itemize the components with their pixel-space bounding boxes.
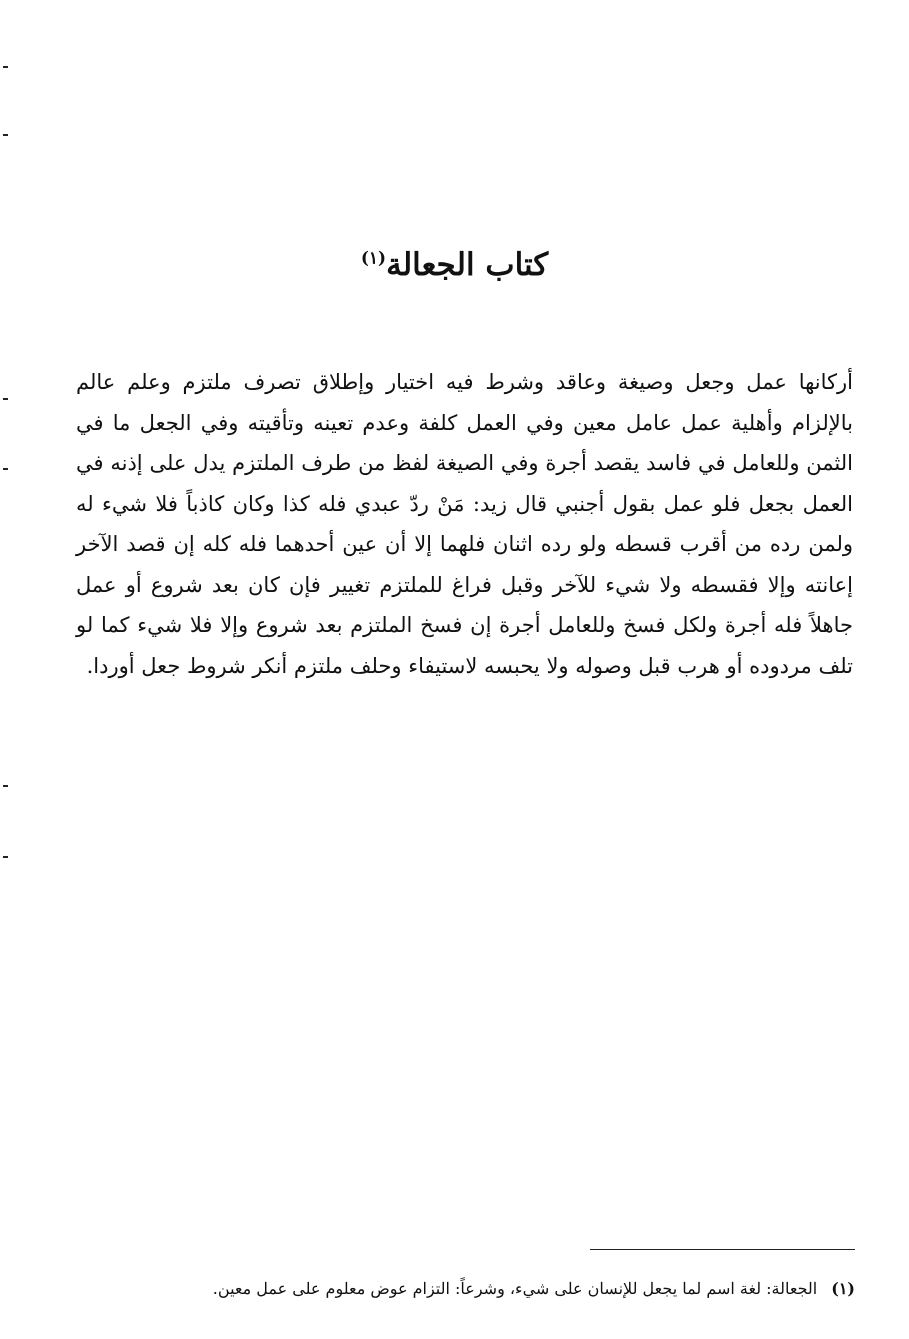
margin-mark [3, 468, 8, 470]
margin-mark [3, 785, 8, 787]
body-paragraph: أركانها عمل وجعل وصيغة وعاقد وشرط فيه اختيار وإطلاق تصرف ملتزم وعلم عالم بالإلزام وأهلية عمل عامل معين وفي العمل كلفة وعدم تعينه وتأقيته وفي الجعل ما في الثمن وللعامل في فاسد يقصد أجرة وفي الصيغة لفظ من طرف الملتزم يدل على إذنه في العمل بجعل فلو عمل بقول أجنبي قال زيد: مَنْ ردّ عبدي فله كذا وكان كاذباً فلا شيء له ولمن رده من أقرب قسطه ولو رده اثنان فلهما إلا أن عين أحدهما فله كله إن قصد الآخر إعانته وإلا فقسطه ولا شيء للآخر وقبل فراغ للملتزم تغيير فإن كان بعد شروع أو عمل جاهلاً فله أجرة ولكل فسخ وللعامل أجرة إن فسخ الملتزم بعد شروع وإلا فلا شيء كما لو تلف مردوده أو هرب قبل وصوله ولا يحبسه لاستيفاء وحلف ملتزم أنكر شروط جعل أوردا. [76, 370, 853, 678]
footnote [120, 1275, 855, 1303]
margin-mark [3, 398, 8, 400]
footnote-text: الجعالة: لغة اسم لما يجعل للإنسان على شيء، وشرعاً: التزام عوض معلوم على عمل معين. [212, 1279, 818, 1298]
footnote-number: (١) [831, 1279, 855, 1298]
margin-mark [3, 66, 8, 68]
page-title [0, 240, 909, 290]
title-footnote-ref: (١) [360, 248, 387, 269]
footnote-divider [590, 1249, 855, 1250]
margin-mark [3, 134, 8, 136]
page-title-text: كتاب الجعالة [386, 247, 549, 283]
margin-mark [3, 856, 8, 858]
